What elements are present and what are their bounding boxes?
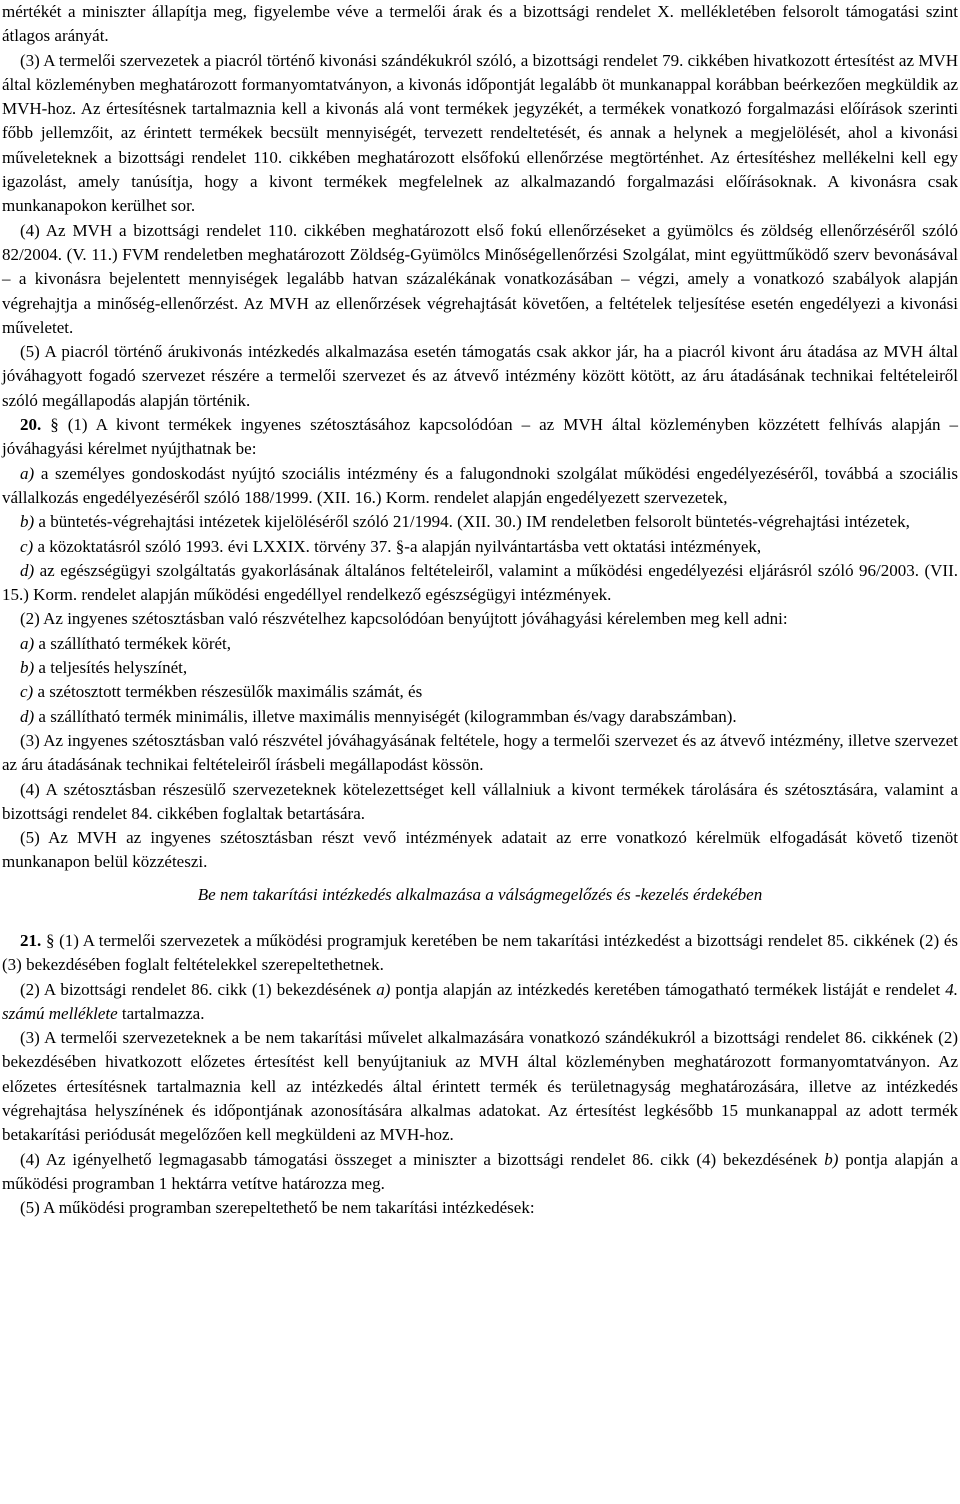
list-item bbox=[2, 510, 958, 534]
item-text: a közoktatásról szóló 1993. évi LXXIX. törvény 37. §-a alapján nyilvántartásba vett oktatási intézmények, bbox=[33, 536, 762, 556]
item-letter: c) bbox=[20, 536, 34, 556]
paragraph bbox=[2, 978, 958, 1027]
paragraph: (2) Az ingyenes szétosztásban való részvételhez kapcsolódóan benyújtott jóváhagyási kérelemben meg kell adni: bbox=[20, 609, 788, 629]
paragraph bbox=[2, 1148, 958, 1197]
paragraph: (4) Az MVH a bizottsági rendelet 110. cikkében meghatározott első fokú ellenőrzéseket a gyümölcs és zöldség ellenőrzéséről szóló 82/2004. (V. 11.) FVM rendeletben meghatározott Zöldség-Gyümölcs Minőségellenőrzési Szolgálat, mint együttműködő szerv bevonásával – a kivonásra bejelentett mennyiségek legalább hatvan százalékának vonatkozásában – végzi, amely a vonatkozó szabályok alapján végrehajtja a minőség-ellenőrzést. Az MVH az ellenőrzések végrehajtását követően, a feltételek teljesítése esetén engedélyezi a kivonási műveletet. bbox=[2, 220, 958, 337]
text-run-italic: 4. számú melléklete bbox=[2, 979, 959, 1023]
section-text: § (1) A kivont termékek ingyenes szétosztásához kapcsolódóan – az MVH által közleményben közzétett felhívás alapján – jóváhagyási kérelmet nyújthatnak be: bbox=[2, 415, 958, 459]
item-text: a szétosztott termékben részesülők maximális számát, és bbox=[33, 682, 423, 702]
text-run: tartalmazza. bbox=[117, 1003, 205, 1023]
section-21 bbox=[2, 929, 958, 978]
text-run: (4) Az igényelhető legmagasabb támogatási összeget a miniszter a bizottsági rendelet 86. cikk (4) bekezdésének bbox=[20, 1149, 825, 1169]
item-text: a teljesítés helyszínét, bbox=[34, 658, 188, 678]
section-heading: Be nem takarítási intézkedés alkalmazása a válságmegelőzés és -kezelés érdekében bbox=[197, 884, 763, 904]
item-letter: c) bbox=[20, 682, 34, 702]
text-run: (2) A bizottsági rendelet 86. cikk (1) bekezdésének bbox=[20, 979, 377, 999]
section-20 bbox=[2, 413, 958, 462]
item-letter: b) bbox=[20, 512, 35, 532]
section-number: 21. bbox=[20, 930, 42, 950]
list-item bbox=[2, 462, 958, 511]
text-run-italic: b) bbox=[824, 1149, 839, 1169]
paragraph: (5) A működési programban szerepeltethető be nem takarítási intézkedések: bbox=[20, 1198, 535, 1218]
text-run: pontja alapján a működési programban 1 hektárra vetítve határozza meg. bbox=[2, 1149, 958, 1193]
paragraph: (5) Az MVH az ingyenes szétosztásban részt vevő intézmények adatait az erre vonatkozó kérelmük elfogadását követő tizenöt munkanapon belül közzéteszi. bbox=[2, 828, 958, 872]
item-letter: b) bbox=[20, 658, 35, 678]
paragraph: (4) A szétosztásban részesülő szervezeteknek kötelezettséget kell vállalniuk a kivont termékek tárolására és szétosztására, valamint a bizottsági rendelet 84. cikkében foglaltak betartására. bbox=[2, 779, 958, 823]
list-item bbox=[2, 535, 958, 559]
paragraph: (3) A termelői szervezetek a piacról történő kivonási szándékukról szóló, a bizottsági rendelet 79. cikkében hivatkozott értesítést az MVH által közleményben meghatározott formanyomtatványon, a kivonás időpontját legalább öt munkanappal korábban beérkezően megküldik az MVH-hoz. Az értesítésnek tartalmaznia kell a kivonás alá vont termékek jegyzékét, a termékek vonatkozó forgalmazási előírások szerinti főbb jellemzőit, az érintett termékek becsült mennyiségét, tervezett rendeltetését, és annak a helynek a megjelölését, ahol a kivonási műveleteknek a bizottsági rendelet 110. cikkében meghatározott elsőfokú ellenőrzése megtörténhet. Az értesítéshez mellékelni kell egy igazolást, amely tanúsítja, hogy a kivont termékek megfelelnek az alkalmazandó forgalmazási előírásoknak. A kivonásra csak munkanapokon kerülhet sor. bbox=[2, 50, 958, 216]
item-text: a szállítható termék minimális, illetve maximális mennyiségét (kilogrammban és/vagy darabszámban). bbox=[34, 706, 737, 726]
paragraph: (3) Az ingyenes szétosztásban való részvétel jóváhagyásának feltétele, hogy a termelői szervezet és az átvevő intézmény, illetve szervezet az áru átadásának technikai feltételeiről írásbeli megállapodást kössön. bbox=[2, 730, 958, 775]
item-text: az egészségügyi szolgáltatás gyakorlásának általános feltételeiről, valamint a működési engedélyezési eljárásról szóló 96/2003. (VII. 15.) Korm. rendelet alapján működési engedéllyel rendelkező egészségügyi intézmények. bbox=[2, 560, 958, 605]
item-text: a szállítható termékek körét, bbox=[34, 633, 232, 653]
item-letter: a) bbox=[20, 463, 35, 483]
item-letter: d) bbox=[20, 560, 35, 580]
item-letter: d) bbox=[20, 706, 35, 726]
section-number: 20. bbox=[20, 415, 42, 435]
paragraph: (3) A termelői szervezeteknek a be nem takarítási művelet alkalmazására vonatkozó szándékukról a bizottsági rendelet 86. cikkének (2) bekezdésében hivatkozott előzetes értesítést kell benyújtaniuk az MVH által közleményben meghatározott formanyomtatványon. Az előzetes értesítésnek tartalmaznia kell az intézkedés által érintett termék és területnagyság meghatározására, illetve az intézkedés végrehajtása helyszínének és időpontjának azonosítására alkalmas adatokat. Az értesítést legkésőbb 15 munkanappal az adott termék betakarítási periódusát megelőzően kell megküldeni az MVH-hoz. bbox=[2, 1028, 958, 1145]
list-item bbox=[2, 632, 958, 656]
item-text: a személyes gondoskodást nyújtó szociális intézmény és a falugondnoki szolgálat működési engedélyezéséről, továbbá a szociális vállalkozás engedélyezéséről szóló 188/1999. (XII. 16.) Korm. rendelet alapján engedélyezett szervezetek, bbox=[2, 463, 958, 507]
list-item bbox=[2, 680, 958, 704]
list-item bbox=[2, 559, 958, 608]
text-run-italic: a) bbox=[376, 979, 391, 999]
list-item bbox=[2, 656, 958, 680]
item-text: a büntetés-végrehajtási intézetek kijelöléséről szóló 21/1994. (XII. 30.) IM rendeletben felsorolt büntetés-végrehajtási intézetek, bbox=[34, 512, 910, 532]
text-run: pontja alapján az intézkedés keretében támogatható termékek listáját e rendelet bbox=[390, 979, 946, 999]
paragraph: mértékét a miniszter állapítja meg, figyelembe véve a termelői árak és a bizottsági rendelet X. mellékletében felsorolt támogatási szint átlagos arányát. bbox=[2, 2, 958, 46]
list-item bbox=[2, 705, 958, 729]
paragraph: (5) A piacról történő árukivonás intézkedés alkalmazása esetén támogatás csak akkor jár, ha a piacról kivont áru átadása az MVH által jóváhagyott fogadó szervezet részére a termelői szervezet és az átvevő intézmény között kötött, az áru átadásának technikai feltételeiről szóló megállapodás alapján történik. bbox=[2, 342, 958, 410]
item-letter: a) bbox=[20, 633, 35, 653]
section-text: § (1) A termelői szervezetek a működési programjuk keretében be nem takarítási intézkedést a bizottsági rendelet 85. cikkének (2) és (3) bekezdésében foglalt feltételekkel szerepeltethetnek. bbox=[2, 930, 958, 975]
